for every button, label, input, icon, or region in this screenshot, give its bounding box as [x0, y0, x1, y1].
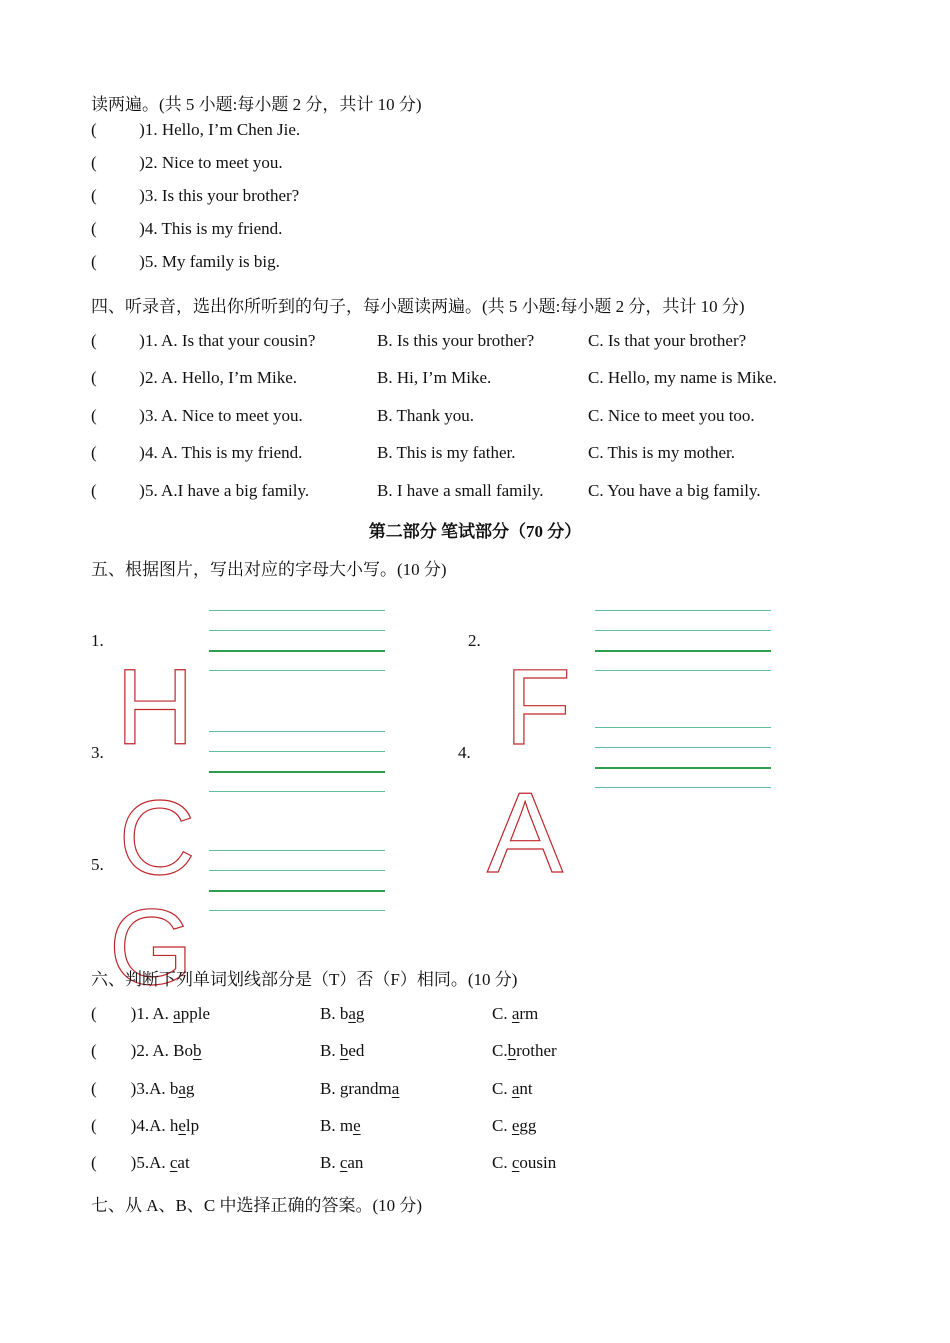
item-number-3: 3. [91, 743, 104, 762]
word-b-prefix: B. b [320, 1004, 349, 1023]
item-number-5: 5. [91, 855, 104, 874]
word-b-prefix: B. [320, 1041, 340, 1060]
writing-lines-1[interactable] [209, 610, 385, 674]
item-number: 4.A. [136, 1116, 170, 1135]
list-item [91, 120, 300, 140]
word-c-underlined: c [511, 1153, 520, 1172]
word-b-prefix: B. m [320, 1116, 354, 1135]
answer-bracket[interactable]: ( ) [91, 1116, 137, 1135]
word-a-suffix: at [177, 1153, 190, 1172]
word-c-prefix: C. [492, 1116, 512, 1135]
word-a-underlined: b [193, 1041, 202, 1060]
option-b: B. This is my father. [377, 443, 516, 462]
item-text: 3. Is this your brother? [144, 186, 300, 205]
answer-bracket[interactable]: ( ) [91, 153, 145, 172]
word-a-prefix: Bo [173, 1041, 194, 1060]
option-c: C. This is my mother. [588, 443, 736, 462]
option-a: 3. A. Nice to meet you. [145, 406, 303, 425]
item-text: 1. Hello, I’m Chen Jie. [144, 120, 301, 139]
option-b: B. Hi, I’m Mike. [377, 368, 492, 387]
answer-bracket[interactable]: ( ) [91, 186, 145, 205]
list-item [91, 252, 280, 272]
word-c-underlined: a [511, 1079, 520, 1098]
section3-intro: 读两遍。(共 5 小题:每小题 2 分，共计 10 分) [91, 95, 422, 114]
word-a-underlined: c [169, 1153, 178, 1172]
word-c-suffix: ousin [519, 1153, 557, 1172]
option-c: C. Hello, my name is Mike. [588, 368, 777, 387]
word-b-prefix: B. grandm [320, 1079, 392, 1098]
item-number: 1. A. [136, 1004, 174, 1023]
option-c: C. Nice to meet you too. [588, 406, 755, 425]
answer-bracket[interactable]: ( ) [91, 443, 145, 462]
word-a-suffix: pple [180, 1004, 210, 1023]
word-b-underlined: c [339, 1153, 348, 1172]
answer-bracket[interactable]: ( ) [91, 481, 145, 500]
word-c-suffix: nt [519, 1079, 533, 1098]
section5-title: 五、根据图片，写出对应的字母大小写。(10 分) [91, 560, 447, 579]
writing-lines-3[interactable] [209, 731, 385, 795]
option-b: B. Thank you. [377, 406, 474, 425]
word-b-underlined: a [348, 1004, 356, 1023]
word-b-underlined: a [391, 1079, 400, 1098]
word-c-underlined: b [507, 1041, 517, 1060]
word-c-prefix: C. [492, 1004, 512, 1023]
item-text: 2. Nice to meet you. [144, 153, 283, 172]
answer-bracket[interactable]: ( ) [91, 331, 145, 350]
word-c-underlined: a [511, 1004, 520, 1023]
option-b: B. Is this your brother? [377, 331, 535, 350]
option-c: C. Is that your brother? [588, 331, 747, 350]
word-b-underlined: b [339, 1041, 349, 1060]
option-b: B. I have a small family. [377, 481, 544, 500]
answer-bracket[interactable]: ( ) [91, 120, 145, 139]
writing-lines-5[interactable] [209, 850, 385, 914]
word-c-suffix: rm [519, 1004, 539, 1023]
answer-bracket[interactable]: ( ) [91, 219, 145, 238]
word-c-suffix: rother [516, 1041, 557, 1060]
writing-lines-2[interactable] [595, 610, 771, 674]
letter-f-picture [505, 646, 575, 767]
answer-bracket[interactable]: ( ) [91, 252, 145, 271]
svg-text:G: G [108, 886, 194, 1007]
section6-title: 六、判断下列单词划线部分是（T）否（F）相同。(10 分) [91, 970, 518, 989]
item-text: 4. This is my friend. [144, 219, 283, 238]
list-item [91, 219, 282, 239]
option-a: 5. A.I have a big family. [145, 481, 310, 500]
svg-text:C: C [118, 779, 196, 897]
word-a-suffix: lp [185, 1116, 200, 1135]
option-a: 2. A. Hello, I’m Mike. [145, 368, 298, 387]
answer-bracket[interactable]: ( ) [91, 368, 145, 387]
answer-bracket[interactable]: ( ) [91, 1153, 137, 1172]
answer-bracket[interactable]: ( ) [91, 1079, 137, 1098]
word-a-underlined: e [178, 1116, 186, 1135]
item-number-4: 4. [458, 743, 471, 762]
word-a-underlined: a [178, 1079, 186, 1098]
section4-title: 四、听录音，选出你所听到的句子，每小题读两遍。(共 5 小题:每小题 2 分，共计 10 分) [91, 297, 745, 316]
answer-bracket[interactable]: ( ) [91, 406, 145, 425]
word-a-underlined: a [173, 1004, 181, 1023]
svg-text:F: F [505, 646, 571, 767]
list-item [91, 153, 283, 173]
word-b-prefix: B. [320, 1153, 340, 1172]
option-c: C. You have a big family. [588, 481, 761, 500]
svg-text:A: A [486, 770, 564, 897]
word-a-suffix: g [185, 1079, 195, 1098]
option-a: 4. A. This is my friend. [145, 443, 303, 462]
word-b-suffix: an [347, 1153, 364, 1172]
item-text: 5. My family is big. [144, 252, 280, 271]
word-c-underlined: e [511, 1116, 520, 1135]
item-number-1: 1. [91, 631, 104, 650]
list-item [91, 186, 299, 206]
letter-h-picture [116, 646, 194, 767]
item-number-2: 2. [468, 631, 481, 650]
letter-c-picture [118, 779, 196, 897]
word-b-suffix: ed [348, 1041, 365, 1060]
part2-title: 第二部分 笔试部分（70 分） [368, 522, 582, 541]
word-b-underlined: e [353, 1116, 361, 1135]
word-a-prefix: b [169, 1079, 179, 1098]
word-c-prefix: C. [492, 1041, 508, 1060]
answer-bracket[interactable]: ( ) [91, 1004, 137, 1023]
word-c-suffix: gg [519, 1116, 537, 1135]
option-a: 1. A. Is that your cousin? [145, 331, 316, 350]
letter-a-picture [486, 770, 564, 897]
word-b-suffix: g [355, 1004, 365, 1023]
word-c-prefix: C. [492, 1079, 512, 1098]
item-number: 5.A. [136, 1153, 170, 1172]
item-number: 2. A. [136, 1041, 174, 1060]
item-number: 3.A. [136, 1079, 170, 1098]
answer-bracket[interactable]: ( ) [91, 1041, 137, 1060]
word-a-prefix: h [169, 1116, 179, 1135]
svg-text:H: H [116, 646, 194, 767]
word-c-prefix: C. [492, 1153, 512, 1172]
section7-title: 七、从 A、B、C 中选择正确的答案。(10 分) [91, 1196, 423, 1215]
writing-lines-4[interactable] [595, 727, 771, 791]
